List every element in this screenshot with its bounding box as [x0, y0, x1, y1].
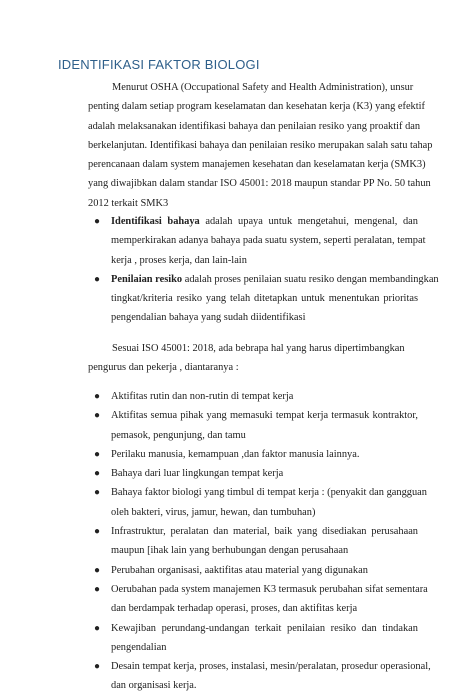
consideration-text: Kewajiban perundang-undangan terkait penilaian resiko dan tindakan	[111, 622, 418, 634]
bullet-icon: ●	[94, 273, 101, 285]
consideration-item	[88, 580, 428, 619]
bullet-icon: ●	[94, 564, 101, 576]
consideration-text: Aktifitas semua pihak yang memasuki tempat kerja termasuk kontraktor,	[111, 410, 418, 422]
consideration-text: Aktifitas rutin dan non-rutin di tempat kerja	[111, 391, 294, 402]
bullet-icon: ●	[94, 391, 101, 402]
consideration-text: pengendalian	[111, 641, 167, 653]
bullet-icon: ●	[94, 583, 101, 595]
consideration-item	[88, 464, 418, 483]
consideration-text: maupun [ihak lain yang berhubungan dengan perusahaan	[111, 545, 349, 557]
definition-item	[88, 212, 426, 270]
intro-line: penting dalam setiap program keselamatan dan kesehatan kerja (K3) yang efektif	[88, 101, 425, 113]
second-line: Sesuai ISO 45001: 2018, ada bebrapa hal yang harus dipertimbangkan	[112, 343, 405, 354]
bullet-icon: ●	[94, 468, 101, 480]
bullet-icon: ●	[94, 622, 101, 634]
considerations-list	[88, 387, 431, 696]
second-line: pengurus dan pekerja , diantaranya :	[88, 362, 239, 374]
consideration-item	[88, 561, 418, 580]
intro-line: berkelanjutan. Identifikasi bahaya dan penilaian resiko merupakan salah satu tahap	[88, 139, 433, 151]
definition-list	[88, 212, 439, 328]
consideration-item	[88, 406, 418, 445]
consideration-text: Bahaya faktor biologi yang timbul di tempat kerja : (penyakit dan gangguan	[111, 487, 427, 499]
consideration-item	[88, 657, 431, 696]
consideration-item	[88, 483, 427, 522]
section-heading: IDENTIFIKASI FAKTOR BIOLOGI	[58, 57, 260, 72]
consideration-text: Bahaya dari luar lingkungan tempat kerja	[111, 468, 284, 480]
bullet-icon: ●	[94, 661, 101, 673]
definition-term: Identifikasi bahaya	[111, 216, 200, 227]
consideration-text: dan organisasi kerja.	[111, 680, 197, 692]
definition-text: adalah proses penilaian suatu resiko dengan membandingkan	[182, 273, 439, 285]
intro-line: Menurut OSHA (Occupational Safety and Health Administration), unsur	[112, 82, 414, 93]
bullet-icon: ●	[94, 526, 101, 538]
consideration-text: dan berdampak terhadap operasi, proses, dan aktifitas kerja	[111, 603, 358, 615]
definition-text: adalah upaya untuk mengetahui, mengenal, dan	[199, 216, 418, 227]
definition-text: kerja , proses kerja, dan lain-lain	[111, 254, 247, 266]
bullet-icon: ●	[94, 410, 101, 422]
consideration-text: pemasok, pengunjung, dan tamu	[111, 429, 246, 441]
consideration-text: Oerubahan pada system manajemen K3 termasuk perubahan sifat sementara	[111, 583, 428, 595]
bullet-icon: ●	[94, 487, 101, 499]
consideration-text: Infrastruktur, peralatan dan material, baik yang disediakan perusahaan	[111, 526, 418, 538]
intro-paragraph	[88, 78, 433, 213]
intro-line: perencanaan dalam system manajemen kesehatan dan keselamatan kerja (SMK3)	[88, 159, 426, 171]
bullet-icon: ●	[94, 216, 101, 227]
consideration-text: Perilaku manusia, kemampuan ,dan faktor manusia lainnya.	[111, 448, 360, 460]
intro-line: yang diwajibkan dalam standar ISO 45001: 2018 maupun standar PP No. 50 tahun	[88, 178, 431, 190]
consideration-item	[88, 387, 418, 406]
intro-line: 2012 terkait SMK3	[88, 197, 169, 209]
definition-item	[88, 270, 439, 328]
consideration-text: oleh bakteri, virus, jamur, hewan, dan tumbuhan)	[111, 506, 316, 518]
consideration-text: Desain tempat kerja, proses, instalasi, mesin/peralatan, prosedur operasional,	[111, 661, 431, 673]
bullet-icon: ●	[94, 448, 101, 460]
definition-text: pengendalian bahaya yang sudah diidentifikasi	[111, 312, 306, 324]
consideration-item	[88, 619, 418, 658]
second-paragraph	[88, 339, 418, 378]
intro-line: adalah melaksanakan identifikasi bahaya dan penilaian resiko yang proaktif dan	[88, 120, 421, 132]
definition-term: Penilaian resiko	[111, 273, 183, 285]
definition-text: memperkirakan adanya bahaya pada suatu system, seperti peralatan, tempat	[111, 235, 426, 247]
consideration-item	[88, 445, 418, 464]
definition-text: tingkat/kriteria resiko yang telah ditetapkan untuk menentukan prioritas	[111, 293, 418, 305]
consideration-item	[88, 522, 418, 561]
consideration-text: Perubahan organisasi, aaktifitas atau material yang digunakan	[111, 564, 368, 576]
